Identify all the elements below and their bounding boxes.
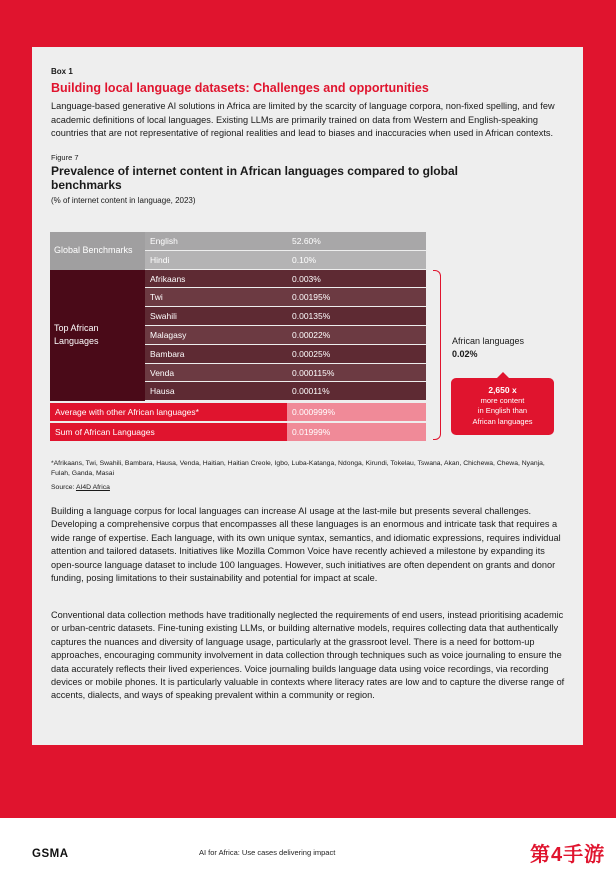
table-row (145, 270, 426, 288)
value-cell: 0.00022% (292, 330, 331, 340)
language-cell: Venda (150, 367, 175, 378)
table-row (145, 382, 426, 400)
callout-big: 2,650 x (488, 385, 517, 395)
value-cell: 0.003% (292, 273, 321, 284)
body-paragraph-1: Building a language corpus for local languages can increase AI usage at the last-mile but presents several challenges. Developing a comprehensive corpus that encompasses all these languages is an enormous and intricate task that requires a wide range of expertise. Each language, with its own unique syntax, semantics, and idiomatic expressions, requires individual attention and tailored datasets. Initiatives like Mozilla Common Voice have recently achieved a milestone by expanding its open-source language dataset to include 100 languages. However, such initiatives are often dependent on grants and donor funding, posing limitations to their sustainability and potential for impact at scale. (51, 506, 561, 584)
group-label-global: Global Benchmarks (50, 232, 145, 270)
callout-line-2: in English than (477, 406, 528, 415)
table-row (145, 364, 426, 382)
source-prefix: Source: (51, 484, 75, 491)
table-row (145, 345, 426, 363)
callout-box (451, 378, 554, 435)
value-cell: 0.000115% (292, 367, 335, 378)
figure-label: Figure 7 (51, 152, 79, 162)
box-label: Box 1 (51, 67, 73, 76)
language-cell: Swahili (150, 311, 177, 322)
language-cell: Twi (150, 292, 163, 303)
footer-title: AI for Africa: Use cases delivering impact (199, 848, 336, 857)
watermark-logo: 第4手游 (530, 844, 606, 866)
callout-line-1: more content (480, 395, 525, 405)
table-row (145, 307, 426, 325)
callout-value: 0.02% (452, 349, 478, 359)
summary-value: 0.01999% (287, 423, 426, 441)
intro-paragraph: Language-based generative AI solutions in Africa are limited by the scarcity of language corpora, non-fixed spelling, and few academic definitions of local languages. Existing LLMs are primarily trained on data from Western and English-speaking countries that are not representative of regional realities and lead to biases and inaccuracies when used in African contexts. (51, 101, 555, 139)
summary-label: Sum of African Languages (50, 423, 287, 441)
footnote: *Afrikaans, Twi, Swahili, Bambara, Hausa, Venda, Haitian, Haitian Creole, Igbo, Luba-Katanga, Ndonga, Kirundi, Tokelau, Tswana, Akan, Chichewa, Chewa, Nyanja, Fulah, Ganda, Masai (51, 460, 545, 477)
summary-value: 0.000999% (287, 403, 426, 421)
value-cell: 52.60% (292, 236, 321, 246)
language-cell: Hindi (150, 254, 170, 265)
footer (0, 818, 616, 874)
value-cell: 0.00135% (292, 311, 331, 322)
summary-label: Average with other African languages* (50, 403, 287, 421)
box-title: Building local language datasets: Challenges and opportunities (51, 81, 429, 95)
callout-line-3: African languages (472, 416, 533, 426)
language-cell: Bambara (150, 348, 185, 359)
summary-row (50, 403, 426, 421)
table-row (145, 251, 426, 269)
table-row (145, 288, 426, 306)
value-cell: 0.00195% (292, 292, 331, 303)
value-cell: 0.10% (292, 254, 317, 265)
figure-subtitle: (% of internet content in language, 2023) (51, 195, 196, 205)
callout-label-text: African languages (452, 336, 525, 346)
african-bracket (433, 270, 441, 440)
language-cell: Malagasy (150, 330, 187, 340)
language-cell: English (150, 236, 178, 246)
gsma-logo: GSMA (32, 848, 69, 860)
group-label-african: Top African Languages (50, 270, 145, 402)
content-card (32, 47, 583, 745)
callout-label (452, 335, 524, 361)
figure-title: Prevalence of internet content in African languages compared to global benchmarks (51, 163, 458, 193)
value-cell: 0.00025% (292, 348, 331, 359)
body-paragraph-2: Conventional data collection methods have traditionally neglected the requirements of end users, instead prioritising academic or urban-centric datasets. Fine-tuning existing LLMs, or building alternative models, requires collecting data that authentically captures the nuances and diversity of language usage, particularly at the grassroot level. There is a need for bottom-up approaches, encouraging community involvement in data collection through techniques such as voice journaling to ensure the data accurately reflects their lived experiences. Voice journaling builds language data using voice recordings, via recording devices or mobile phones. It is particularly valuable in contexts where literacy rates are low and to capture the diverse range of accents, dialects, and ways of speaking prevalent within a community or region. (51, 610, 565, 701)
table-row (145, 232, 426, 250)
language-cell: Afrikaans (150, 273, 186, 284)
language-cell: Hausa (150, 386, 175, 397)
source-link[interactable]: AI4D Africa (75, 484, 110, 491)
source (51, 483, 110, 493)
summary-row (50, 423, 426, 441)
value-cell: 0.00011% (292, 386, 330, 397)
table-row (145, 326, 426, 344)
